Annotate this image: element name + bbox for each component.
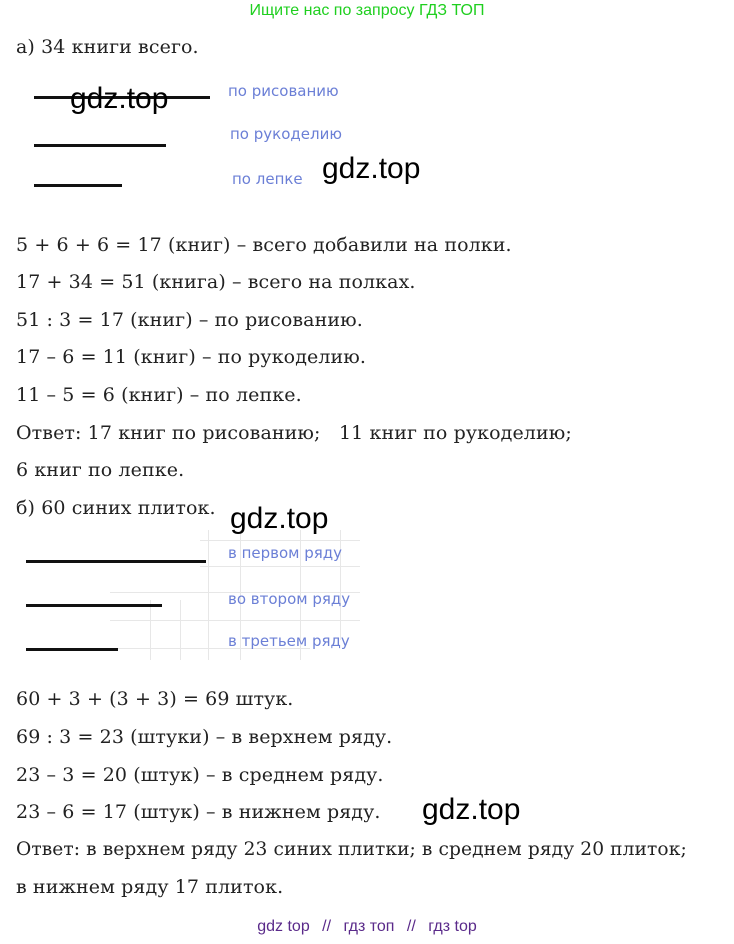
solution-a-line-2: 17 + 34 = 51 (книга) – всего на полках.	[16, 271, 416, 293]
diagram-a-label-needlework: по рукоделию	[230, 125, 342, 143]
diagram-a-segment-2	[34, 144, 166, 147]
solution-a-line-3: 51 : 3 = 17 (книг) – по рисованию.	[16, 309, 363, 331]
footer-separator: //	[322, 918, 332, 935]
solution-b-line-2: 69 : 3 = 23 (штуки) – в верхнем ряду.	[16, 726, 393, 748]
watermark: gdz.top	[322, 152, 421, 185]
answer-b-line-2: в нижнем ряду 17 плиток.	[16, 876, 284, 898]
diagram-b-segment-1	[26, 560, 206, 563]
diagram-b-segment-3	[26, 648, 118, 651]
part-a-heading: а) 34 книги всего.	[16, 36, 199, 58]
answer-a-line-1: Ответ: 17 книг по рисованию; 11 книг по рукоделию;	[16, 422, 572, 444]
footer-link-gdz-top[interactable]: gdz top	[257, 918, 310, 935]
solution-b-line-4: 23 – 6 = 17 (штук) – в нижнем ряду.	[16, 801, 381, 823]
solution-a-line-5: 11 – 5 = 6 (книг) – по лепке.	[16, 384, 302, 406]
diagram-b-label-second-row: во втором ряду	[228, 590, 351, 608]
grid-line	[200, 566, 360, 567]
answer-a-line-2: 6 книг по лепке.	[16, 459, 185, 481]
watermark: gdz.top	[230, 502, 329, 535]
diagram-b-segment-2	[26, 604, 162, 607]
watermark: gdz.top	[422, 793, 521, 826]
footer-link-gdz-top-ru[interactable]: гдз топ	[343, 918, 395, 935]
diagram-a-label-drawing: по рисованию	[228, 82, 339, 100]
grid-line	[180, 600, 181, 660]
grid-line	[110, 620, 360, 621]
solution-b-line-1: 60 + 3 + (3 + 3) = 69 штук.	[16, 688, 294, 710]
footer-link-gdz-top-mixed[interactable]: гдз top	[428, 918, 477, 935]
diagram-b-label-first-row: в первом ряду	[228, 544, 343, 562]
diagram-b-label-third-row: в третьем ряду	[228, 632, 350, 650]
footer	[0, 918, 734, 936]
search-banner: Ищите нас по запросу ГДЗ ТОП	[249, 2, 485, 19]
grid-line	[200, 540, 360, 541]
answer-b-line-1: Ответ: в верхнем ряду 23 синих плитки; в среднем ряду 20 плиток;	[16, 839, 687, 860]
solution-a-line-4: 17 – 6 = 11 (книг) – по рукоделию.	[16, 346, 367, 368]
diagram-a-segment-3	[34, 184, 122, 187]
grid-line	[208, 530, 209, 660]
part-b-heading: б) 60 синих плиток.	[16, 497, 216, 519]
solution-a-line-1: 5 + 6 + 6 = 17 (книг) – всего добавили на полки.	[16, 234, 512, 256]
watermark: gdz.top	[70, 82, 169, 115]
solution-b-line-3: 23 – 3 = 20 (штук) – в среднем ряду.	[16, 764, 384, 786]
diagram-a-label-modeling: по лепке	[232, 170, 303, 188]
footer-separator: //	[406, 918, 416, 935]
grid-line	[150, 600, 151, 660]
